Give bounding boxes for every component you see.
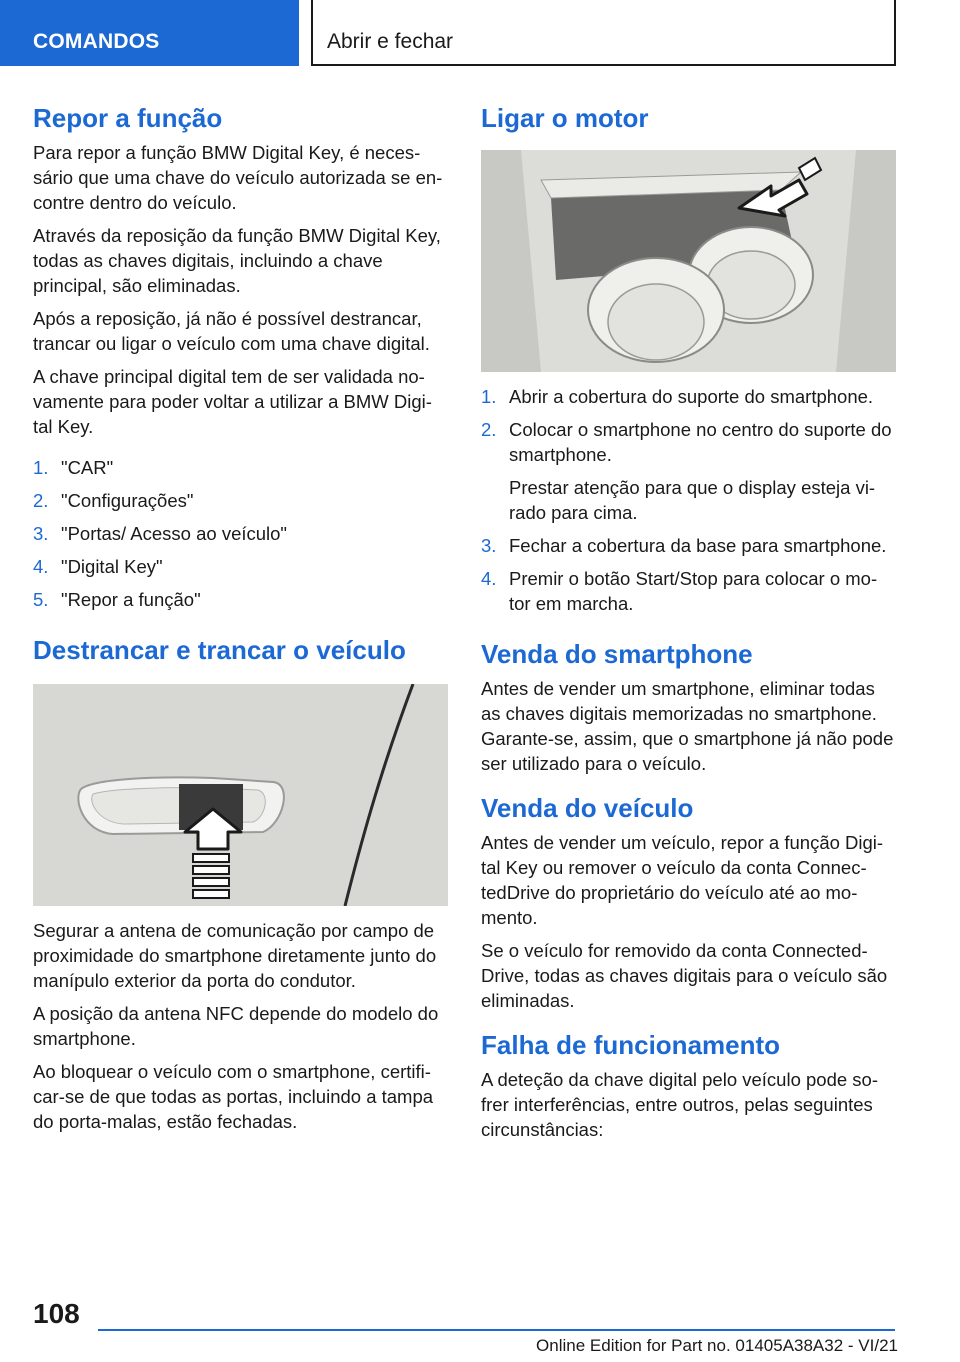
list-item [33, 587, 448, 612]
step-text: Colocar o smartphone no centro do suporte do smartphone. [509, 419, 892, 465]
step-number: 1. [33, 457, 49, 478]
step-number: 2. [481, 419, 497, 440]
paragraph: Antes de vender um veículo, repor a função Digi‐tal Key ou remover o veículo da conta Connec‐tedDrive do proprietário do veículo até ao mo‐mento. [481, 832, 884, 928]
step-text: Abrir a cobertura do suporte do smartphone. [509, 386, 874, 407]
step-number: 2. [33, 490, 49, 511]
paragraph: Através da reposição da função BMW Digital Key, todas as chaves digitais, incluindo a chave principal, são eliminadas. [33, 225, 441, 296]
step-text: "Configurações" [61, 490, 194, 511]
list-item [481, 566, 896, 616]
paragraph: Antes de vender um smartphone, eliminar todas as chaves digitais memorizadas no smartphone. Garante-se, assim, que o smartphone já não pode ser utilizado para o veículo. [481, 678, 894, 774]
step-number: 3. [481, 535, 497, 556]
paragraph: A posição da antena NFC depende do modelo do smartphone. [33, 1003, 439, 1049]
paragraph: A deteção da chave digital pelo veículo pode so‐frer interferências, entre outros, pelas seguintes circunstâncias: [481, 1069, 879, 1140]
step-text: "Repor a função" [61, 589, 201, 610]
paragraph: Segurar a antena de comunicação por campo de proximidade do smartphone diretamente junto do manípulo exterior da porta do condutor. [33, 920, 437, 991]
heading-venda-veiculo: Venda do veículo [481, 793, 694, 823]
paragraph: Para repor a função BMW Digital Key, é neces‐sário que uma chave do veículo autorizada se en‐contre dentro do veículo. [33, 142, 443, 213]
step-text: "Digital Key" [61, 556, 163, 577]
right-column [481, 98, 896, 1142]
list-item [33, 455, 448, 480]
step-number: 4. [33, 556, 49, 577]
heading-venda-smartphone: Venda do smartphone [481, 639, 753, 669]
step-text: Premir o botão Start/Stop para colocar o mo‐tor em marcha. [509, 568, 878, 614]
list-item [33, 554, 448, 579]
step-text: "Portas/ Acesso ao veículo" [61, 523, 288, 544]
list-item [33, 521, 448, 546]
step-number: 3. [33, 523, 49, 544]
chapter-label: Abrir e fechar [327, 30, 454, 53]
paragraph: Após a reposição, já não é possível destrancar, trancar ou ligar o veículo com uma chave digital. [33, 308, 430, 354]
edition-note: Online Edition for Part no. 01405A38A32 - VI/21 [536, 1336, 898, 1355]
list-item [33, 488, 448, 513]
chapter-tab [311, 0, 896, 66]
heading-ligar-motor: Ligar o motor [481, 103, 649, 133]
section-label: COMANDOS [33, 30, 160, 53]
list-item [481, 384, 896, 409]
step-note: Prestar atenção para que o display esteja vi‐rado para cima. [509, 477, 876, 523]
page-number: 108 [33, 1298, 80, 1329]
door-handle-image [33, 684, 448, 906]
footer-divider [98, 1329, 895, 1331]
left-column [33, 98, 448, 1134]
step-number: 4. [481, 568, 497, 589]
list-item [481, 533, 896, 558]
steps-list [33, 455, 448, 612]
step-text: Fechar a cobertura da base para smartphone. [509, 535, 887, 556]
paragraph: Se o veículo for removido da conta Connected‐Drive, todas as chaves digitais para o veículo são eliminadas. [481, 940, 888, 1011]
step-number: 5. [33, 589, 49, 610]
heading-falha: Falha de funcionamento [481, 1030, 781, 1060]
step-text: "CAR" [61, 457, 114, 478]
section-tab [0, 0, 299, 66]
heading-destrancar: Destrancar e trancar o veículo [33, 635, 406, 665]
smartphone-holder-image [481, 150, 896, 372]
list-item [481, 417, 896, 525]
paragraph: A chave principal digital tem de ser validada no‐vamente para poder voltar a utilizar a BMW Digi‐tal Key. [33, 366, 432, 437]
step-number: 1. [481, 386, 497, 407]
steps-list [481, 384, 896, 616]
paragraph: Ao bloquear o veículo com o smartphone, certifi‐car-se de que todas as portas, incluindo a tampa do porta-malas, estão fechadas. [33, 1061, 434, 1132]
heading-repor-funcao: Repor a função [33, 103, 223, 133]
